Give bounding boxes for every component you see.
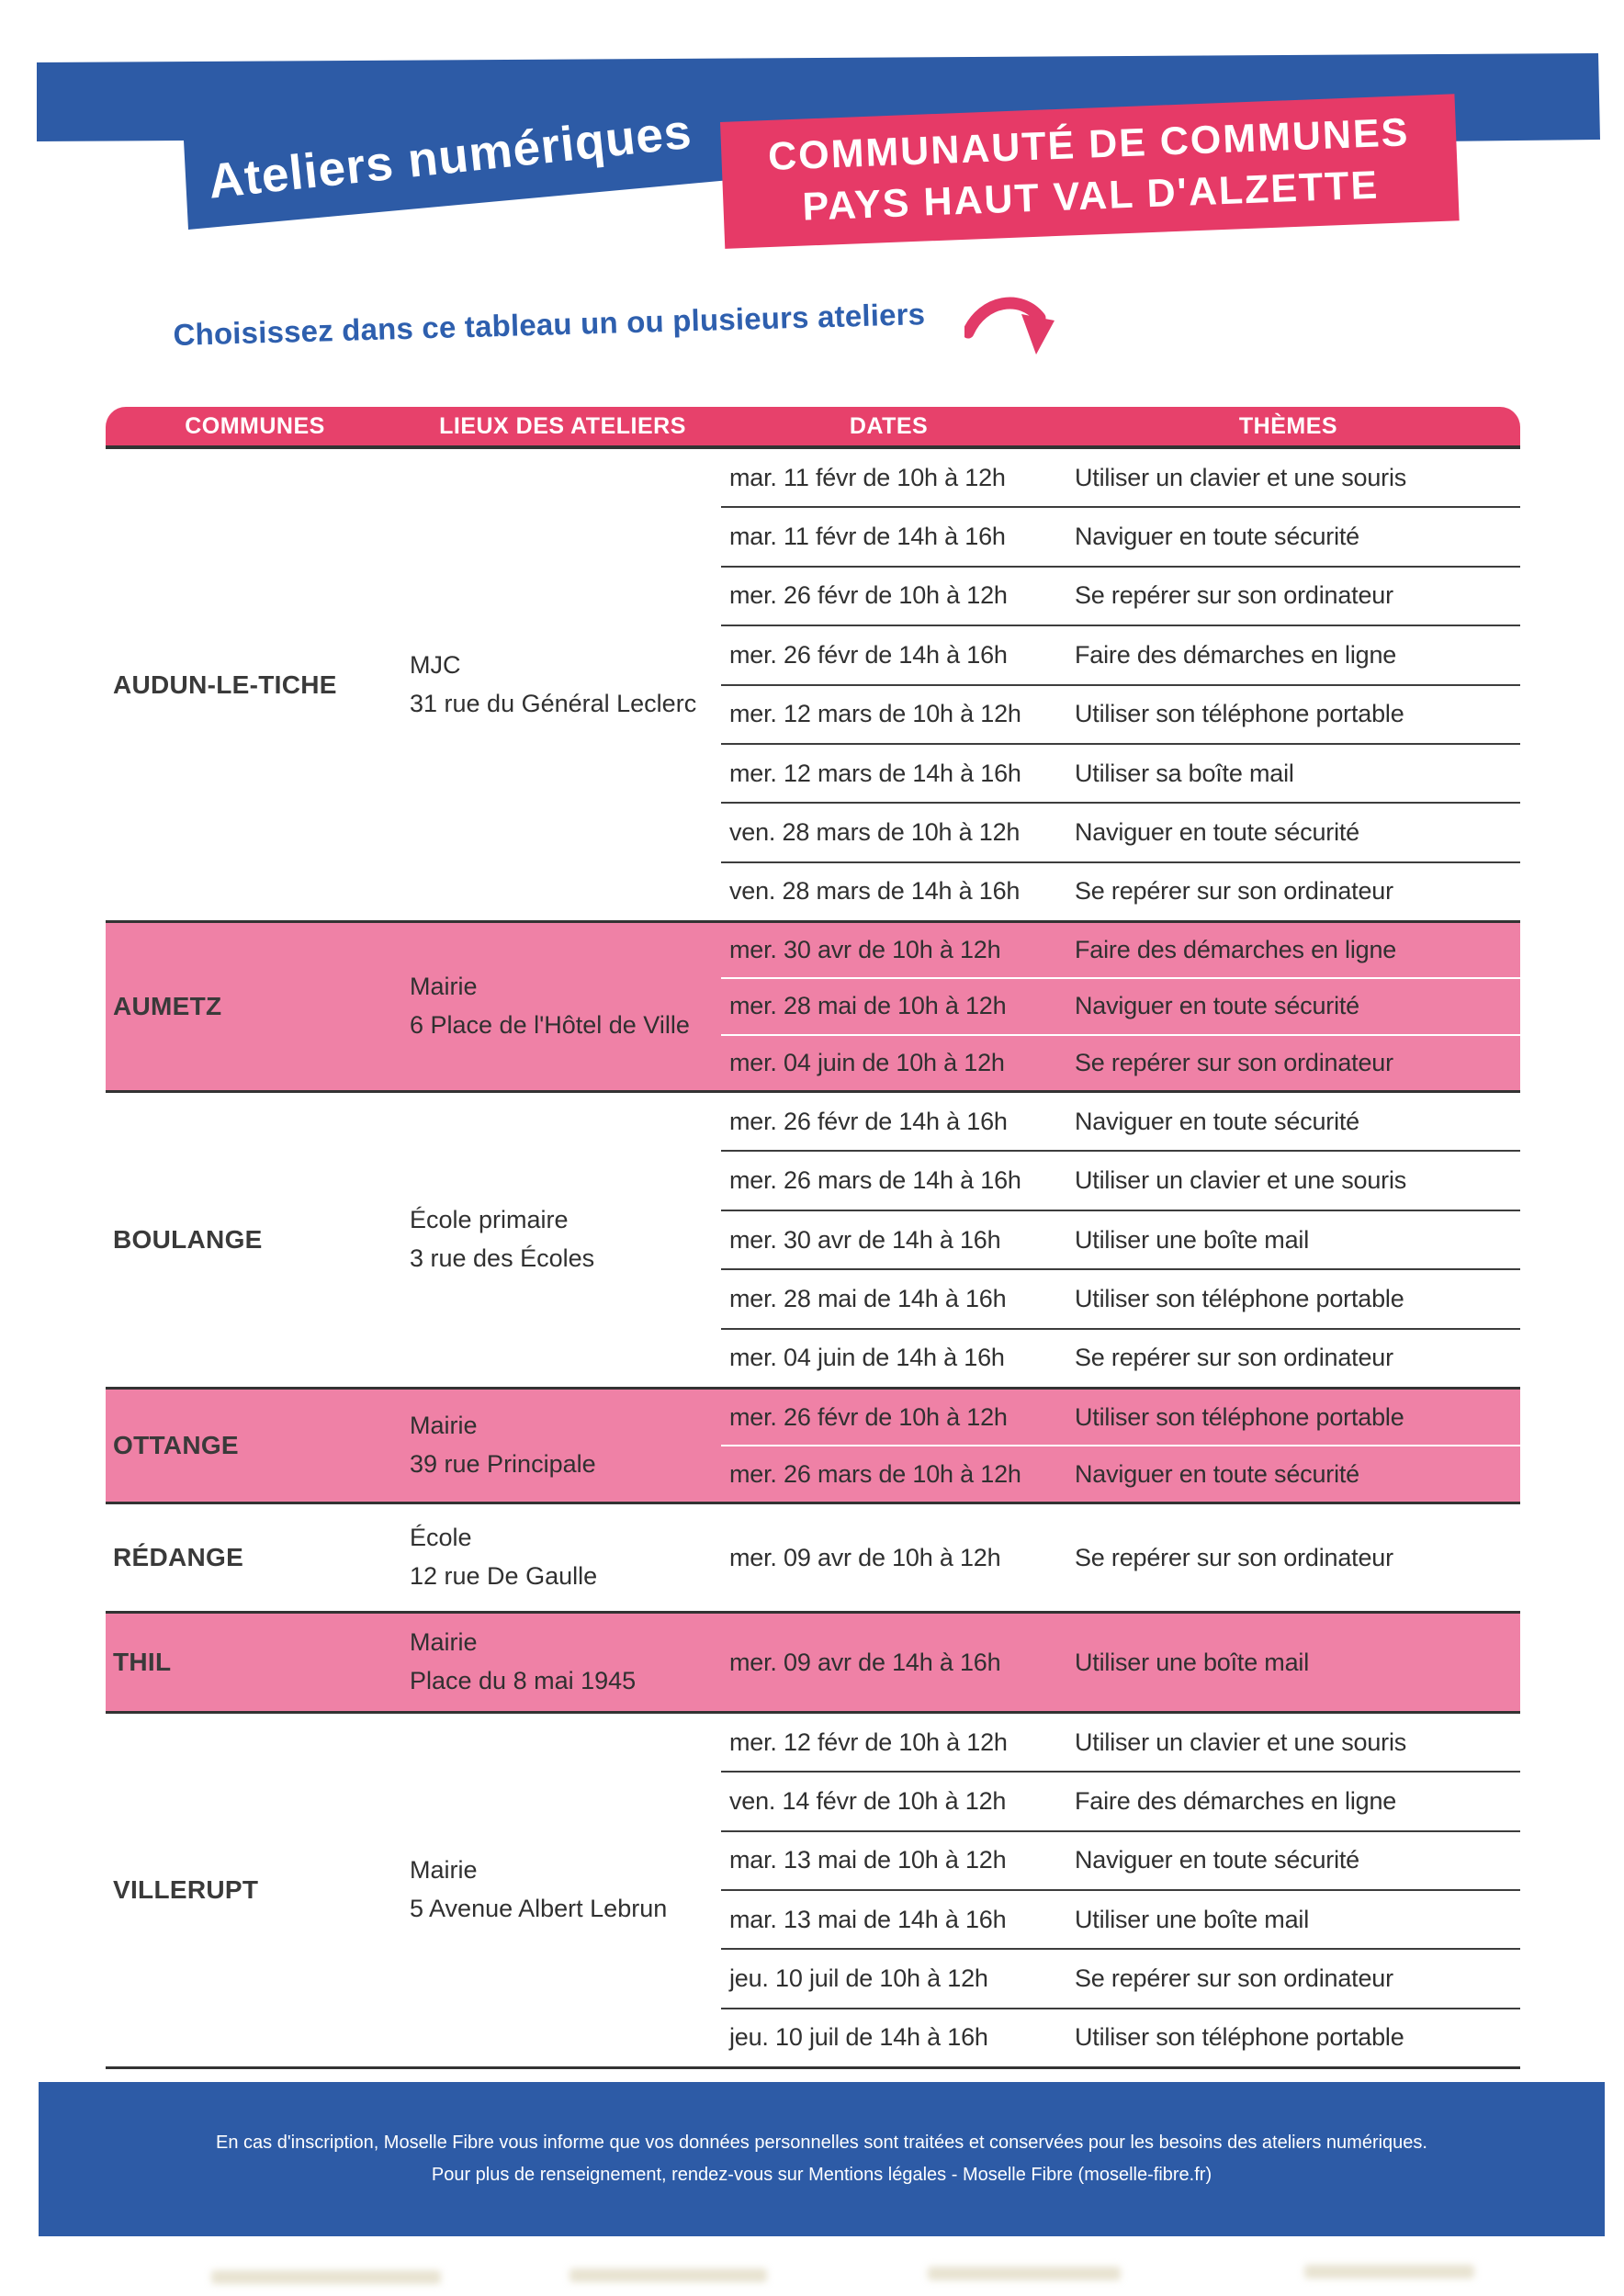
commune-name: BOULANGE — [113, 1225, 263, 1254]
privacy-footer — [39, 2082, 1605, 2236]
print-showthrough — [1304, 2265, 1474, 2279]
session-theme: Se repérer sur son ordinateur — [1075, 1048, 1393, 1076]
session-row — [721, 1268, 1520, 1327]
session-date: mer. 12 févr de 10h à 12h — [729, 1728, 1008, 1756]
commune-name: AUMETZ — [113, 992, 222, 1020]
session-date: jeu. 10 juil de 10h à 12h — [729, 1964, 988, 1992]
session-date: mer. 12 mars de 10h à 12h — [729, 700, 1021, 728]
session-row — [721, 1034, 1520, 1090]
session-row — [721, 625, 1520, 683]
session-rows — [721, 1614, 1520, 1711]
location-line1: École primaire — [410, 1206, 569, 1234]
table-instruction: Choisissez dans ce tableau un ou plusieurs ateliers — [173, 297, 926, 352]
table-section-aumetz — [106, 923, 1520, 1093]
session-theme: Faire des démarches en ligne — [1075, 936, 1397, 964]
session-date: mer. 26 mars de 14h à 16h — [729, 1166, 1021, 1195]
col-header-themes: THÈMES — [1238, 412, 1338, 439]
session-theme: Utiliser un clavier et une souris — [1075, 1166, 1407, 1195]
session-rows — [721, 1714, 1520, 2066]
privacy-footer-line1: En cas d'inscription, Moselle Fibre vous informe que vos données personnelles sont traitées et conservées pour les besoins des ateliers numériques. — [216, 2133, 1427, 2153]
organization-name-line2: PAYS HAUT VAL D'ALZETTE — [801, 163, 1381, 230]
location-line1: Mairie — [410, 1856, 478, 1885]
workshops-table — [106, 407, 1520, 2069]
session-date: mer. 26 févr de 14h à 16h — [729, 640, 1008, 669]
session-row — [721, 566, 1520, 625]
session-date: mer. 28 mai de 14h à 16h — [729, 1284, 1007, 1312]
workshop-location — [404, 1504, 721, 1611]
session-row — [721, 743, 1520, 802]
location-line1: MJC — [410, 650, 461, 679]
session-date: mer. 04 juin de 14h à 16h — [729, 1344, 1005, 1372]
session-theme: Naviguer en toute sécurité — [1075, 992, 1359, 1020]
session-date: mar. 11 févr de 14h à 16h — [729, 523, 1006, 551]
session-row — [721, 1889, 1520, 1948]
session-theme: Se repérer sur son ordinateur — [1075, 877, 1393, 906]
commune-name: OTTANGE — [113, 1431, 239, 1459]
session-date: mer. 26 févr de 14h à 16h — [729, 1107, 1008, 1135]
privacy-footer-line2: Pour plus de renseignement, rendez-vous sur Mentions légales - Moselle Fibre (moselle-fibre.fr) — [431, 2165, 1212, 2185]
col-header-communes: COMMUNES — [185, 412, 325, 439]
location-line1: Mairie — [410, 1412, 478, 1440]
session-date: mer. 30 avr de 10h à 12h — [729, 936, 1001, 964]
session-row — [721, 449, 1520, 506]
session-row — [721, 1328, 1520, 1387]
location-line1: École — [410, 1524, 472, 1552]
location-line2: 5 Avenue Albert Lebrun — [410, 1895, 668, 1922]
session-row — [721, 1714, 1520, 1771]
workshop-location — [404, 1614, 721, 1711]
workshop-location — [404, 923, 721, 1090]
location-line2: 3 rue des Écoles — [410, 1244, 595, 1272]
location-line2: 31 rue du Général Leclerc — [410, 689, 697, 717]
session-date: ven. 28 mars de 10h à 12h — [729, 817, 1021, 846]
session-theme: Utiliser une boîte mail — [1075, 1648, 1310, 1676]
session-row — [721, 861, 1520, 920]
location-line2: 39 rue Principale — [410, 1450, 596, 1478]
table-section-r-dange — [106, 1504, 1520, 1614]
location-line2: Place du 8 mai 1945 — [410, 1667, 637, 1694]
session-theme: Naviguer en toute sécurité — [1075, 1459, 1359, 1488]
session-row — [721, 2008, 1520, 2066]
session-row — [721, 1948, 1520, 2007]
session-date: jeu. 10 juil de 14h à 16h — [729, 2023, 988, 2052]
session-theme: Naviguer en toute sécurité — [1075, 817, 1359, 846]
session-theme: Utiliser son téléphone portable — [1075, 1284, 1404, 1312]
session-theme: Utiliser son téléphone portable — [1075, 2023, 1404, 2052]
session-date: mer. 12 mars de 14h à 16h — [729, 759, 1021, 787]
session-row — [721, 802, 1520, 861]
commune-name: VILLERUPT — [113, 1875, 259, 1904]
location-line1: Mairie — [410, 1628, 478, 1657]
table-header-row — [106, 407, 1520, 449]
page-title: Ateliers numériques — [206, 104, 694, 209]
session-row — [721, 1445, 1520, 1502]
session-theme: Utiliser son téléphone portable — [1075, 1402, 1404, 1431]
session-theme: Se repérer sur son ordinateur — [1075, 1344, 1393, 1372]
table-section-thil — [106, 1614, 1520, 1714]
session-date: ven. 14 févr de 10h à 12h — [729, 1786, 1007, 1815]
table-section-audun-le-tiche — [106, 449, 1520, 923]
session-row — [721, 1830, 1520, 1889]
session-date: mer. 26 févr de 10h à 12h — [729, 1402, 1008, 1431]
session-theme: Utiliser une boîte mail — [1075, 1905, 1310, 1933]
print-showthrough — [570, 2268, 767, 2282]
curved-arrow-icon — [964, 294, 1056, 363]
session-theme: Se repérer sur son ordinateur — [1075, 1964, 1393, 1992]
session-rows — [721, 1504, 1520, 1611]
session-rows — [721, 1093, 1520, 1387]
print-showthrough — [211, 2270, 441, 2284]
session-date: ven. 28 mars de 14h à 16h — [729, 877, 1021, 906]
session-date: mer. 09 avr de 10h à 12h — [729, 1543, 1001, 1571]
session-date: mer. 09 avr de 14h à 16h — [729, 1648, 1001, 1676]
location-line2: 6 Place de l'Hôtel de Ville — [410, 1011, 690, 1039]
table-section-ottange — [106, 1390, 1520, 1504]
session-row — [721, 923, 1520, 977]
session-date: mar. 13 mai de 14h à 16h — [729, 1905, 1007, 1933]
session-rows — [721, 449, 1520, 920]
session-row — [721, 1390, 1520, 1445]
table-body — [106, 449, 1520, 2069]
session-row — [721, 1210, 1520, 1268]
session-rows — [721, 923, 1520, 1090]
session-theme: Se repérer sur son ordinateur — [1075, 581, 1393, 610]
session-date: mar. 11 févr de 10h à 12h — [729, 463, 1006, 491]
organization-name-line1: COMMUNAUTÉ DE COMMUNES — [767, 110, 1411, 180]
table-section-boulange — [106, 1093, 1520, 1390]
col-header-lieux: LIEUX DES ATELIERS — [439, 412, 686, 439]
location-line1: Mairie — [410, 973, 478, 1001]
session-row — [721, 684, 1520, 743]
col-header-dates: DATES — [849, 412, 929, 439]
workshop-location — [404, 1714, 721, 2066]
session-date: mar. 13 mai de 10h à 12h — [729, 1846, 1007, 1874]
session-row — [721, 506, 1520, 565]
session-date: mer. 04 juin de 10h à 12h — [729, 1048, 1005, 1076]
session-theme: Utiliser un clavier et une souris — [1075, 1728, 1407, 1756]
session-theme: Faire des démarches en ligne — [1075, 640, 1397, 669]
session-date: mer. 26 mars de 10h à 12h — [729, 1459, 1021, 1488]
location-line2: 12 rue De Gaulle — [410, 1562, 598, 1590]
session-row — [721, 1771, 1520, 1829]
workshop-location — [404, 1390, 721, 1502]
session-theme: Utiliser son téléphone portable — [1075, 700, 1404, 728]
session-theme: Faire des démarches en ligne — [1075, 1786, 1397, 1815]
workshop-location — [404, 449, 721, 920]
session-row — [721, 1614, 1520, 1711]
session-theme: Utiliser une boîte mail — [1075, 1225, 1310, 1254]
session-theme: Naviguer en toute sécurité — [1075, 523, 1359, 551]
session-row — [721, 1504, 1520, 1611]
session-theme: Utiliser un clavier et une souris — [1075, 463, 1407, 491]
session-row — [721, 977, 1520, 1033]
session-theme: Se repérer sur son ordinateur — [1075, 1543, 1393, 1571]
commune-name: RÉDANGE — [113, 1543, 244, 1571]
commune-name: AUDUN-LE-TICHE — [113, 670, 337, 699]
print-showthrough — [928, 2267, 1121, 2280]
session-theme: Naviguer en toute sécurité — [1075, 1846, 1359, 1874]
session-row — [721, 1093, 1520, 1150]
commune-name: THIL — [113, 1648, 172, 1676]
session-row — [721, 1150, 1520, 1209]
session-date: mer. 30 avr de 14h à 16h — [729, 1225, 1001, 1254]
table-section-villerupt — [106, 1714, 1520, 2069]
session-date: mer. 28 mai de 10h à 12h — [729, 992, 1007, 1020]
organization-banner — [720, 94, 1460, 249]
session-theme: Utiliser sa boîte mail — [1075, 759, 1294, 787]
session-rows — [721, 1390, 1520, 1502]
session-theme: Naviguer en toute sécurité — [1075, 1107, 1359, 1135]
workshop-location — [404, 1093, 721, 1387]
session-date: mer. 26 févr de 10h à 12h — [729, 581, 1008, 610]
